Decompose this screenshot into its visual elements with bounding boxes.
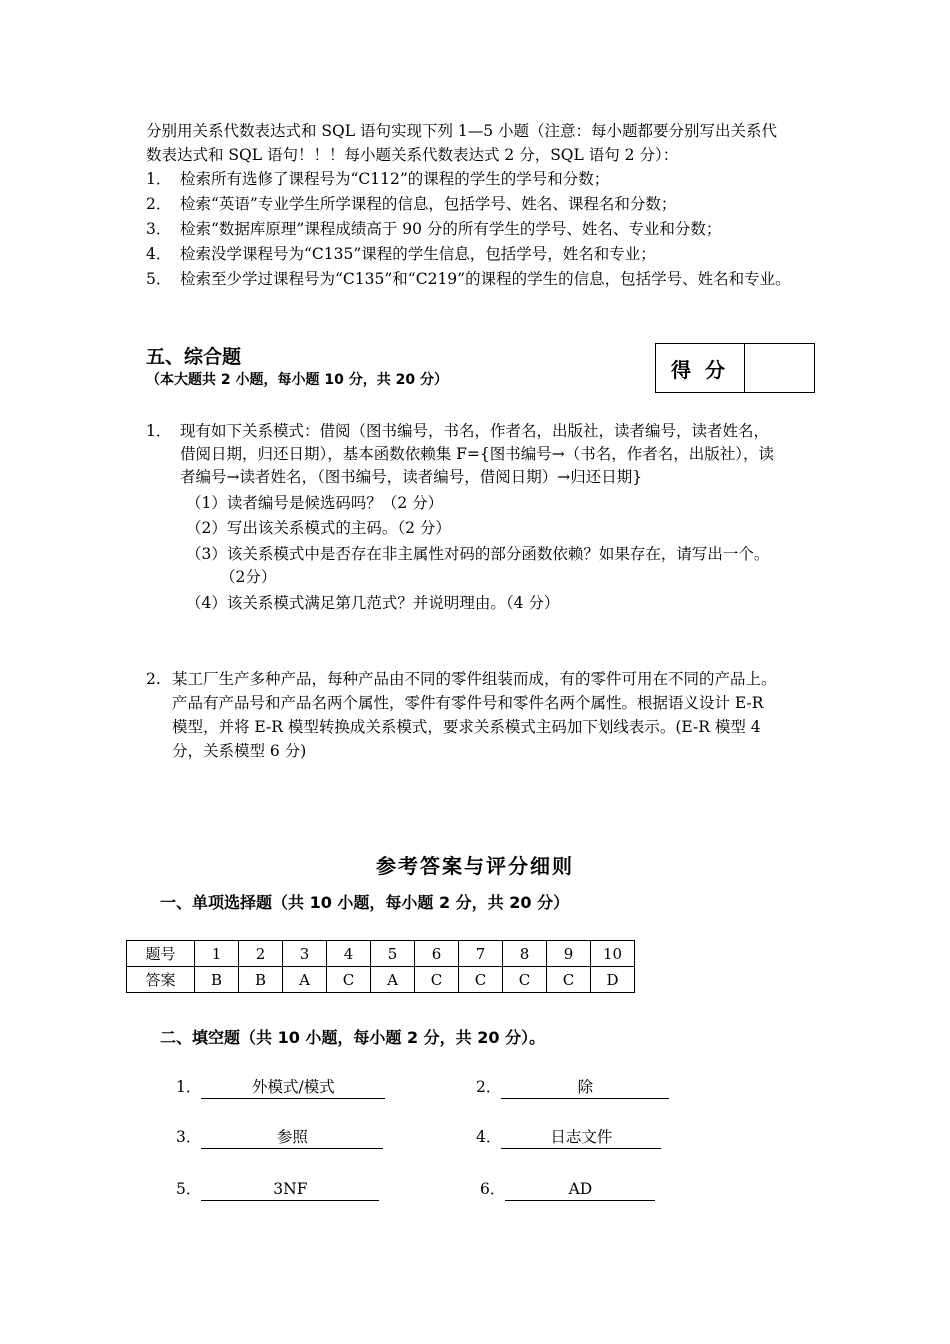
item-text: 检索“数据库原理”课程成绩高于 90 分的所有学生的学号、姓名、专业和分数； <box>180 220 722 238</box>
q1-line-1 <box>146 420 769 443</box>
intro-item-3 <box>146 218 721 241</box>
q1-sub-2: （2）写出该关系模式的主码。（2 分） <box>186 519 451 537</box>
answers-part-1-title: 一、单项选择题（共 10 小题，每小题 2 分，共 20 分） <box>160 893 570 912</box>
intro-item-5 <box>146 268 791 291</box>
answer-cell: A <box>371 967 415 993</box>
number-cell: 4 <box>327 941 371 967</box>
q1-line-3: 者编号→读者姓名，（图书编号，读者编号，借阅日期）→归还日期} <box>180 468 643 486</box>
answer-cell: D <box>591 967 635 993</box>
q2-line-4: 分，关系模型 6 分) <box>172 742 307 760</box>
item-number: 1． <box>146 170 172 188</box>
q2-number: 2. <box>146 670 161 688</box>
q2-line-1 <box>146 668 777 691</box>
answer-cell: C <box>547 967 591 993</box>
fill-number: 2． <box>476 1078 502 1096</box>
item-text: 检索“英语”专业学生所学课程的信息，包括学号、姓名、课程名和分数； <box>180 195 677 213</box>
q1-text: 现有如下关系模式：借阅（图书编号，书名，作者名，出版社，读者编号，读者姓名， <box>180 422 770 440</box>
q1-sub-4: （4）该关系模式满足第几范式？并说明理由。（4 分） <box>186 594 560 612</box>
item-text: 检索至少学过课程号为“C135”和“C219”的课程的学生的信息，包括学号、姓名和专业。 <box>180 270 791 288</box>
answer-cell: B <box>239 967 283 993</box>
header-label-cell: 题号 <box>127 941 195 967</box>
number-cell: 10 <box>591 941 635 967</box>
q2-text: 某工厂生产多种产品，每种产品由不同的零件组装而成，有的零件可用在不同的产品上。 <box>172 670 777 688</box>
item-number: 5． <box>146 270 172 288</box>
answer-cell: A <box>283 967 327 993</box>
q1-number: 1． <box>146 422 172 440</box>
fill-number: 3． <box>176 1128 202 1146</box>
answer-cell: C <box>503 967 547 993</box>
fill-number: 1． <box>176 1078 202 1096</box>
q1-sub-3-points: （2分） <box>220 568 277 586</box>
fill-answer-2 <box>476 1076 669 1099</box>
intro-item-1 <box>146 168 609 191</box>
intro-line-1: 分别用关系代数表达式和 SQL 语句实现下列 1—5 小题（注意：每小题都要分别写出关系代 <box>146 122 778 140</box>
intro-line-2: 数表达式和 SQL 语句！！！每小题关系代数表达式 2 分，SQL 语句 2 分）： <box>146 146 679 164</box>
number-cell: 7 <box>459 941 503 967</box>
fill-answer: 除 <box>501 1076 669 1099</box>
q1-sub-1: （1）读者编号是候选码吗？（2 分） <box>186 494 444 512</box>
intro-item-2 <box>146 193 676 216</box>
answer-label-cell: 答案 <box>127 967 195 993</box>
answer-cell: B <box>195 967 239 993</box>
score-label: 得分 <box>656 344 745 392</box>
table-row <box>127 967 635 993</box>
answers-part-2-title: 二、填空题（共 10 小题，每小题 2 分，共 20 分）。 <box>160 1028 546 1047</box>
section-5-subtitle: （本大题共 2 小题，每小题 10 分，共 20 分） <box>146 372 448 388</box>
fill-number: 5． <box>176 1180 202 1198</box>
q2-line-2: 产品有产品号和产品名两个属性，零件有零件号和零件名两个属性。根据语义设计 E-R <box>172 694 764 712</box>
fill-answer-5 <box>176 1178 379 1201</box>
score-field[interactable] <box>745 344 814 392</box>
table-row <box>127 941 635 967</box>
section-5-title: 五、综合题 <box>146 346 242 368</box>
number-cell: 3 <box>283 941 327 967</box>
answer-table <box>126 940 635 993</box>
item-number: 3． <box>146 220 172 238</box>
intro-item-4 <box>146 243 656 266</box>
number-cell: 2 <box>239 941 283 967</box>
answer-cell: C <box>327 967 371 993</box>
number-cell: 1 <box>195 941 239 967</box>
answers-title: 参考答案与评分细则 <box>376 854 574 878</box>
fill-number: 6． <box>480 1180 506 1198</box>
number-cell: 8 <box>503 941 547 967</box>
score-box <box>655 343 815 393</box>
number-cell: 6 <box>415 941 459 967</box>
fill-number: 4． <box>476 1128 502 1146</box>
fill-answer: 3NF <box>201 1178 379 1201</box>
fill-answer-4 <box>476 1126 661 1149</box>
fill-answer-1 <box>176 1076 385 1099</box>
fill-answer-6 <box>480 1178 655 1201</box>
fill-answer-3 <box>176 1126 383 1149</box>
number-cell: 9 <box>547 941 591 967</box>
number-cell: 5 <box>371 941 415 967</box>
item-text: 检索所有选修了课程号为“C112”的课程的学生的学号和分数； <box>180 170 610 188</box>
answer-cell: C <box>415 967 459 993</box>
fill-answer: 参照 <box>201 1126 383 1149</box>
item-number: 4． <box>146 245 172 263</box>
q2-line-3: 模型，并将 E-R 模型转换成关系模式，要求关系模式主码加下划线表示。(E-R 模型 4 <box>172 718 761 736</box>
fill-answer: AD <box>505 1178 655 1201</box>
item-number: 2． <box>146 195 172 213</box>
fill-answer: 日志文件 <box>501 1126 661 1149</box>
fill-answer: 外模式/模式 <box>201 1076 385 1099</box>
answer-cell: C <box>459 967 503 993</box>
q1-sub-3: （3）该关系模式中是否存在非主属性对码的部分函数依赖？如果存在，请写出一个。 <box>186 545 770 563</box>
item-text: 检索没学课程号为“C135”课程的学生信息，包括学号，姓名和专业； <box>180 245 656 263</box>
q1-line-2: 借阅日期，归还日期），基本函数依赖集 F={图书编号→（书名，作者名，出版社），读 <box>180 445 775 463</box>
